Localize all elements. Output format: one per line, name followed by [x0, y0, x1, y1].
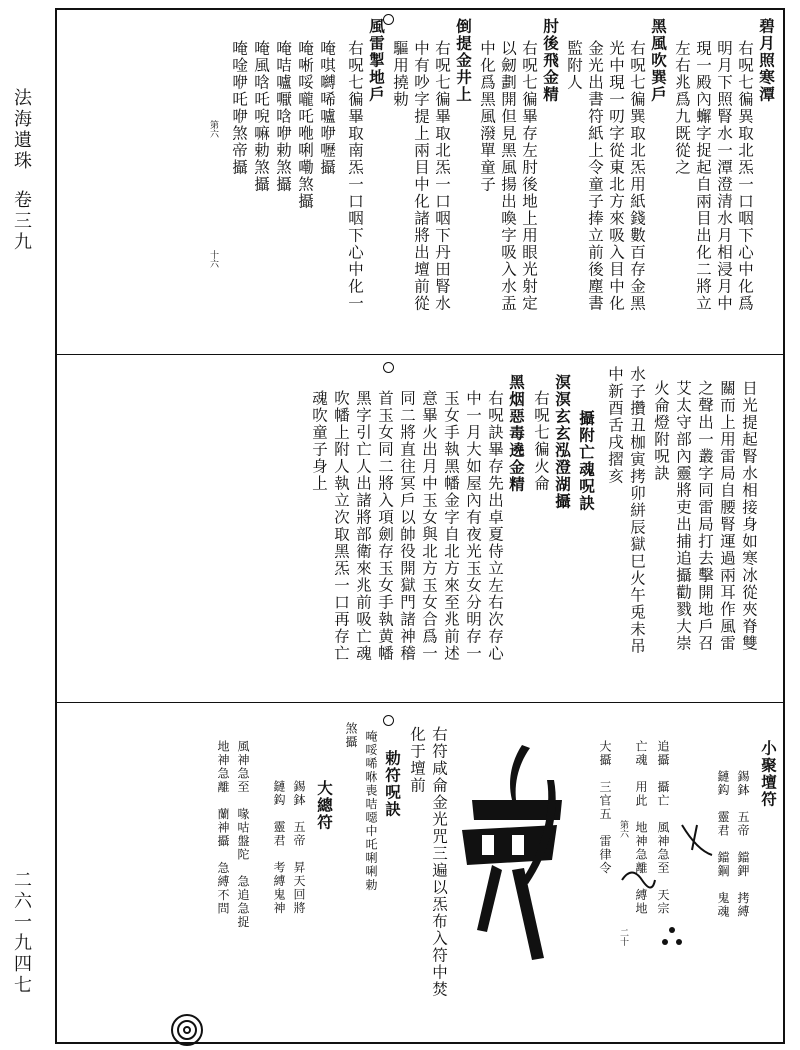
heading: 大總符	[315, 780, 334, 831]
page-reference: 二六一九四七	[11, 870, 32, 996]
annotation-note: 第六	[618, 820, 628, 838]
heading: 黑烟惡毒遶金精	[507, 374, 526, 493]
text-column: 煞攝	[344, 722, 358, 749]
talisman-glyph	[452, 740, 572, 970]
chant-text: 唵咭嚧嚈唅咿勅煞攝	[274, 40, 292, 193]
text-column: 鏈鈎 靈君 考縛鬼神	[272, 780, 286, 915]
heading: 風雷掣地戶	[367, 18, 386, 103]
text-column: 中化爲黑風潑單童子	[478, 40, 496, 193]
text-column: 金光出書符紙上令童子捧立前後塵書	[586, 40, 604, 312]
text-column: 水子攢丑枷寅拷卯絣辰獄巳火午兎未吊	[628, 366, 646, 655]
text-column: 化于壇前	[408, 726, 426, 794]
heading: 倒提金井上	[454, 18, 473, 103]
text-column: 亡魂 用此 地神急離 縛地	[634, 740, 648, 916]
section-divider-2	[57, 702, 783, 703]
annotation-note: 二十	[618, 928, 628, 946]
text-column: 同二將直往冥戶以帥役開獄門諸神稽	[398, 390, 416, 662]
talisman-mark	[657, 920, 687, 960]
volume-label: 卷三九	[11, 190, 32, 253]
heading: 攝附亡魂呪訣	[577, 410, 596, 512]
text-column: 關而上用雷局自腰腎運過兩耳作風雷	[718, 380, 736, 652]
text-column: 右呪七徧畢取北炁一口咽下丹田腎水	[433, 40, 451, 312]
heading: 黑風吹巽戶	[649, 18, 668, 103]
text-column: 吹幡上附人執立次取黑炁一口再存亡	[332, 390, 350, 662]
text-column: 現一殿內蠏字捉起自兩目出化二將立	[694, 40, 712, 312]
text-column: 唵哸唏咻喪咭噁中吒唎唎勅	[364, 730, 378, 892]
text-column: 右呪七徧畢存左肘後地上用眼光射定	[520, 40, 538, 312]
text-column: 明月下照腎水一潭澄清水月相浸月中	[715, 40, 733, 312]
annotation-note: 第六	[208, 120, 218, 138]
text-column: 大攝 三官五 雷律令	[598, 740, 612, 875]
text-column: 意畢火出月中玉女與北方玉女合爲一	[420, 390, 438, 662]
talisman-mark	[167, 1010, 207, 1050]
text-column: 追攝 攝亡 風神急至 天宗	[656, 740, 670, 916]
text-column: 右呪七徧火侖	[532, 390, 550, 492]
text-column: 艾太守部內靈將吏出捕追攝勸戮大崇	[674, 380, 692, 652]
text-column: 左右兆爲九既從之	[673, 40, 691, 176]
heading: 肘後飛金精	[541, 18, 560, 103]
text-column: 驅用撓勅	[391, 40, 409, 108]
talisman-mark	[677, 820, 717, 860]
page-frame	[55, 8, 785, 1044]
text-column: 玉女手執黑幡金字自北方來至兆前述	[442, 390, 460, 662]
text-column: 黑字引亡人出諸將部衛來兆前吸亡魂	[354, 390, 372, 662]
text-column: 右符咸侖金光咒三遍以炁布入符中焚	[430, 726, 448, 998]
heading: 碧月照寒潭	[757, 18, 776, 103]
text-column: 錫鉢 五帝 昇天回將	[292, 780, 306, 915]
chant-text: 唵風唅吒唲嘛勅煞攝	[252, 40, 270, 193]
chant-text: 唵唭嚩唏嚧咿嚦攝	[318, 40, 336, 176]
text-column: 之聲出一叢字同雷局打去擊開地戶召	[696, 380, 714, 652]
text-column: 鏈鈎 靈君 鐺鋼 鬼魂	[716, 770, 730, 919]
text-column: 中新酉舌戌摺亥	[606, 366, 624, 485]
text-column: 中一月大如屋內有夜光玉女分明存一	[464, 390, 482, 662]
text-column: 地神急離 蘭神攝 急縛不問	[216, 740, 230, 916]
talisman-mark	[617, 860, 657, 900]
heading: 小聚壇符	[759, 740, 778, 808]
text-column: 魂吹童子身上	[310, 390, 328, 492]
section-divider-1	[57, 354, 783, 355]
text-column: 監附人	[565, 40, 583, 91]
text-column: 右呪七徧異取北炁一口咽下心中化爲	[736, 40, 754, 312]
text-column: 首玉女同二將入項劍存玉女手執黄幡	[376, 390, 394, 662]
chant-text: 唵唽哸嚨吒咃唎嘞煞攝	[296, 40, 314, 210]
binding-circle	[383, 362, 394, 373]
binding-circle	[383, 715, 394, 726]
text-column: 右呪訣畢存先出卓夏侍立左右次存心	[486, 390, 504, 662]
text-column: 中有吵字提上兩目中化諸將出壇前從	[412, 40, 430, 312]
text-column: 錫鉢 五帝 鐺鉀 拷縛	[736, 770, 750, 919]
annotation-note: 十六	[208, 250, 218, 268]
text-column: 右呪七徧巽取北炁用紙錢數百存金黑	[628, 40, 646, 312]
heading: 溟溟玄玄泓澄湖攝	[553, 374, 572, 510]
text-column: 日光提起腎水相接身如寒冰從夾脊雙	[740, 380, 758, 652]
text-column: 以劒劃開但見黑風揚出喚字吸入水盂	[499, 40, 517, 312]
chant-text: 唵唫咿吒咿煞帝攝	[230, 40, 248, 176]
text-column: 光中現一叨字從東北方來吸入目中化	[607, 40, 625, 312]
text-column: 右呪七徧畢取南炁一口咽下心中化一	[346, 40, 364, 312]
heading: 勅符呪訣	[383, 750, 402, 818]
text-column: 風神急至 喙咕盤陀 急追急捉	[236, 740, 250, 929]
text-column: 火侖燈附呪訣	[652, 380, 670, 482]
book-title: 法海遺珠	[11, 88, 32, 172]
